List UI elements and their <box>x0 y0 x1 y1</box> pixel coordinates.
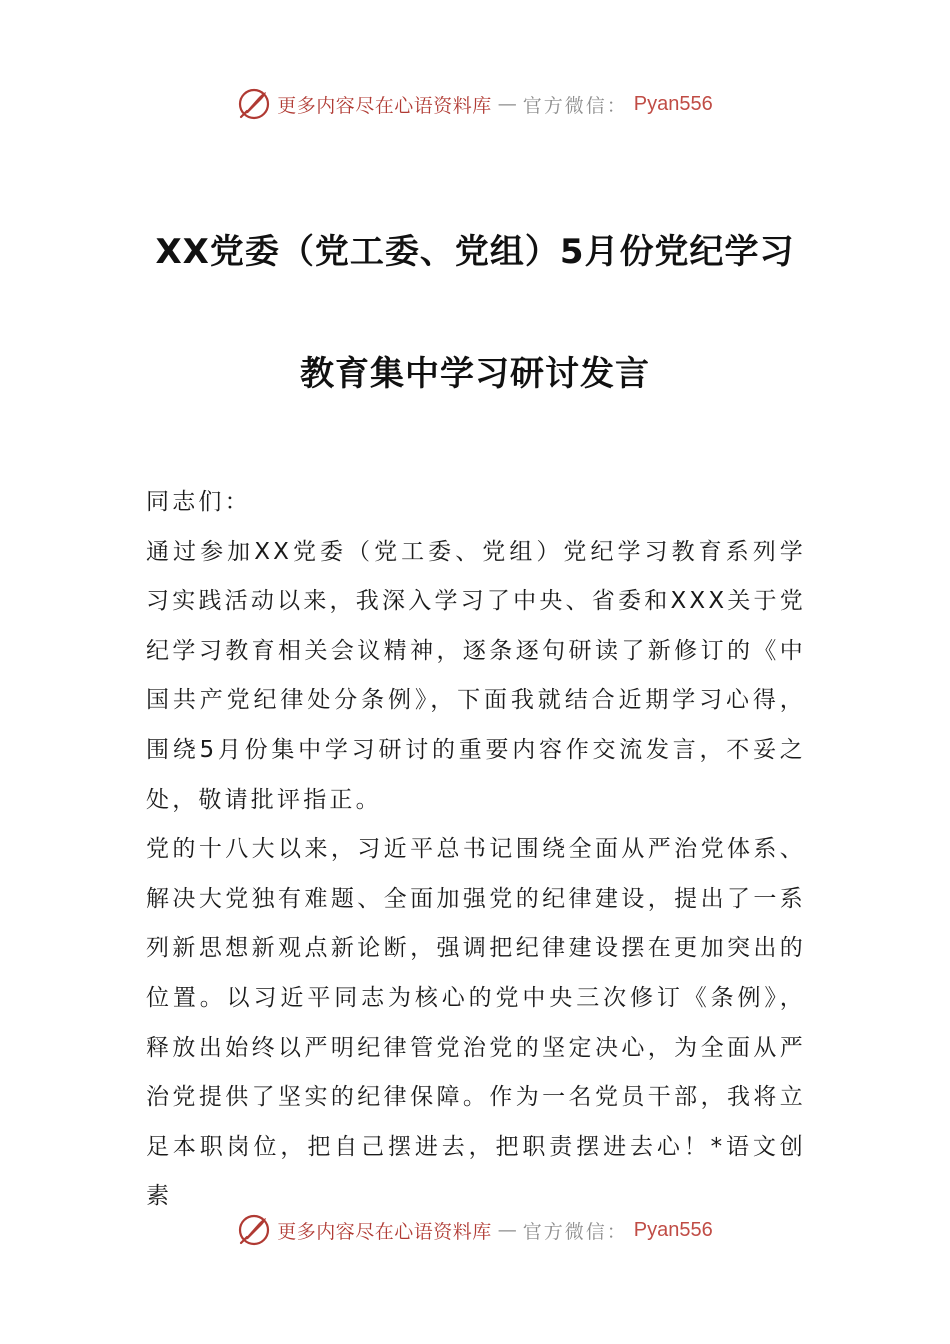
watermark-wechat-id: Pyan556 <box>633 1218 713 1241</box>
watermark-dash: — <box>497 1219 517 1241</box>
watermark-text: 更多内容尽在心语资料库 <box>277 1220 492 1243</box>
document-title-line-2: 教育集中学习研讨发言 <box>300 354 650 394</box>
quill-pen-logo-icon <box>237 1213 271 1247</box>
salutation: 同志们： <box>146 489 251 515</box>
paragraph: 党的十八大以来，习近平总书记围绕全面从严治党体系、解决大党独有难题、全面加强党的纪律建设，提出了一系列新思想新观点新论断，强调把纪律建设摆在更加突出的位置。以习近平同志为核心的党中央三次修订《条例》，释放出始终以严明纪律管党治党的坚定决心，为全面从严治党提供了坚实的纪律保障。作为一名党员干部，我将立足本职岗位，把自己摆进去，把职责摆进去心！*语文创素 <box>146 836 806 1210</box>
watermark-dash: — <box>497 93 517 115</box>
watermark-wechat-label: 官方微信： <box>522 1220 628 1243</box>
paragraph: 通过参加XX党委（党工委、党组）党纪学习教育系列学习实践活动以来，我深入学习了中央、省委和XXX关于党纪学习教育相关会议精神，逐条逐句研读了新修订的《中国共产党纪律处分条例》，下面我就结合近期学习心得，围绕5月份集中学习研讨的重要内容作交流发言，不妥之处，敬请批评指正。 <box>146 538 806 813</box>
watermark-text: 更多内容尽在心语资料库 <box>277 94 492 117</box>
watermark-banner-top <box>0 84 950 124</box>
watermark-banner-bottom <box>0 1210 950 1250</box>
document-title-line-1: XX党委（党工委、党组）5月份党纪学习 <box>155 232 795 272</box>
watermark-wechat-label: 官方微信： <box>522 94 628 117</box>
watermark-wechat-id: Pyan556 <box>633 92 713 115</box>
quill-pen-logo-icon <box>237 87 271 121</box>
document-body <box>146 478 806 1222</box>
